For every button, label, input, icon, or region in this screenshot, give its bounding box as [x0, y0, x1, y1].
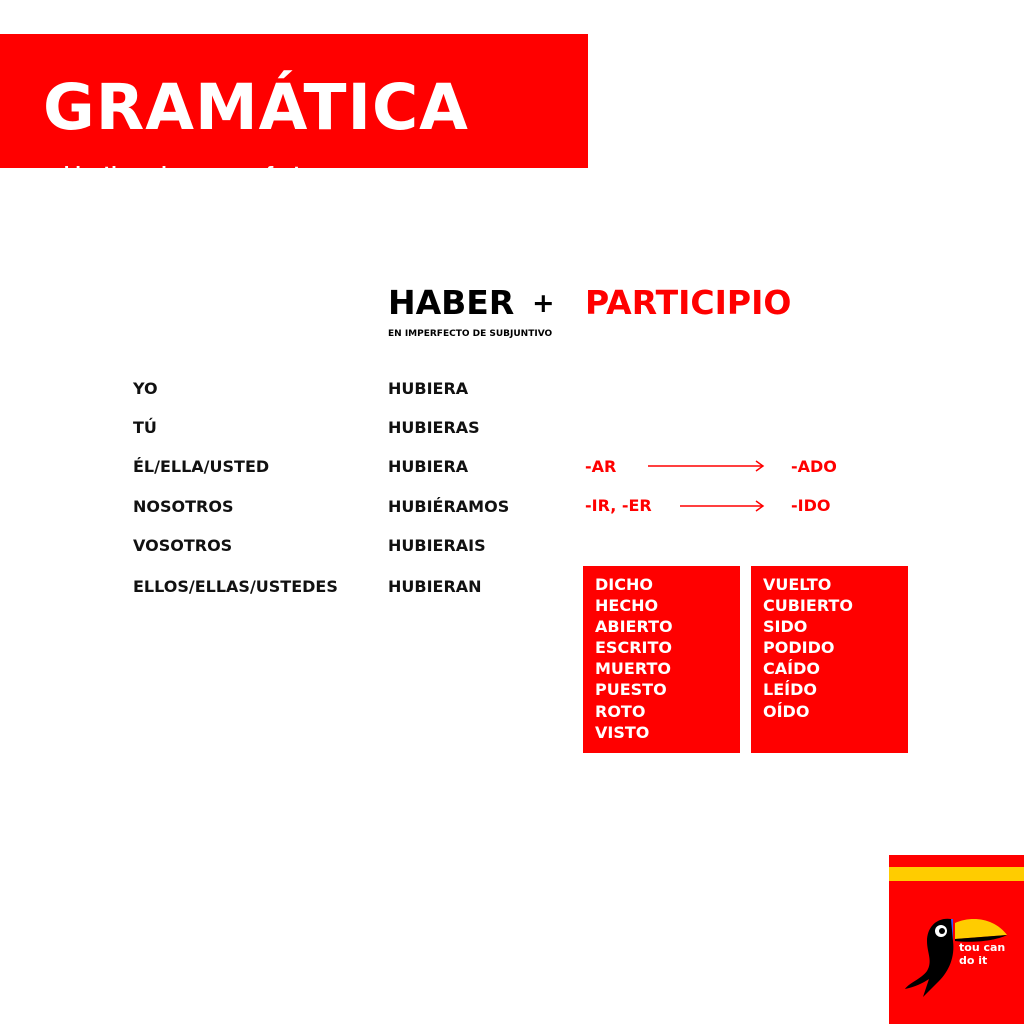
- list-item: ROTO: [595, 701, 646, 721]
- formula-note: EN IMPERFECTO DE SUBJUNTIVO: [388, 329, 553, 339]
- ending-ar: -AR: [585, 457, 617, 476]
- list-item: LEÍDO: [763, 680, 817, 700]
- page-title: GRAMÁTICA: [43, 71, 469, 144]
- pronoun-tu: TÚ: [133, 418, 157, 437]
- list-item: HECHO: [595, 596, 659, 616]
- brand-logo: [889, 855, 1024, 1024]
- list-item: VUELTO: [763, 575, 832, 594]
- pronoun-vosotros: VOSOTROS: [133, 536, 233, 555]
- irregular-participles-right: [751, 566, 908, 753]
- page-subtitle: subjuntivo, pluscuamperfecto: [43, 163, 313, 182]
- list-item: VISTO: [595, 722, 650, 742]
- list-item: DICHO: [595, 575, 653, 594]
- ending-ir-er: -IR, -ER: [585, 496, 652, 515]
- formula-haber: HABER: [388, 283, 515, 322]
- ending-ado: -ADO: [791, 457, 837, 476]
- list-item: MUERTO: [595, 659, 671, 679]
- list-item: ESCRITO: [595, 638, 672, 658]
- arrow-right-icon: [680, 499, 766, 513]
- pronoun-ellos: ELLOS/ELLAS/USTEDES: [133, 577, 338, 596]
- ending-ido: -IDO: [791, 496, 831, 515]
- list-item: PODIDO: [763, 638, 835, 658]
- formula-participio: PARTICIPIO: [585, 283, 792, 322]
- list-item: OÍDO: [763, 701, 810, 721]
- list-item: CUBIERTO: [763, 596, 853, 616]
- formula-plus: +: [532, 288, 555, 319]
- header-banner: [0, 34, 588, 182]
- logo-stripe: [889, 867, 1024, 881]
- list-item: ABIERTO: [595, 617, 673, 637]
- haber-ellos: HUBIERAN: [388, 577, 482, 596]
- haber-nosotros: HUBIÉRAMOS: [388, 497, 510, 516]
- haber-el: HUBIERA: [388, 457, 469, 476]
- pronoun-nosotros: NOSOTROS: [133, 497, 234, 516]
- list-item: SIDO: [763, 617, 808, 637]
- pronoun-el: ÉL/ELLA/USTED: [133, 457, 270, 476]
- haber-yo: HUBIERA: [388, 379, 469, 398]
- logo-text: tou can do it: [959, 941, 1006, 967]
- pronoun-yo: YO: [133, 379, 158, 398]
- list-item: PUESTO: [595, 680, 667, 700]
- list-item: CAÍDO: [763, 659, 820, 679]
- arrow-right-icon: [648, 459, 766, 473]
- haber-vosotros: HUBIERAIS: [388, 536, 486, 555]
- haber-tu: HUBIERAS: [388, 418, 480, 437]
- irregular-participles-left: [583, 566, 740, 753]
